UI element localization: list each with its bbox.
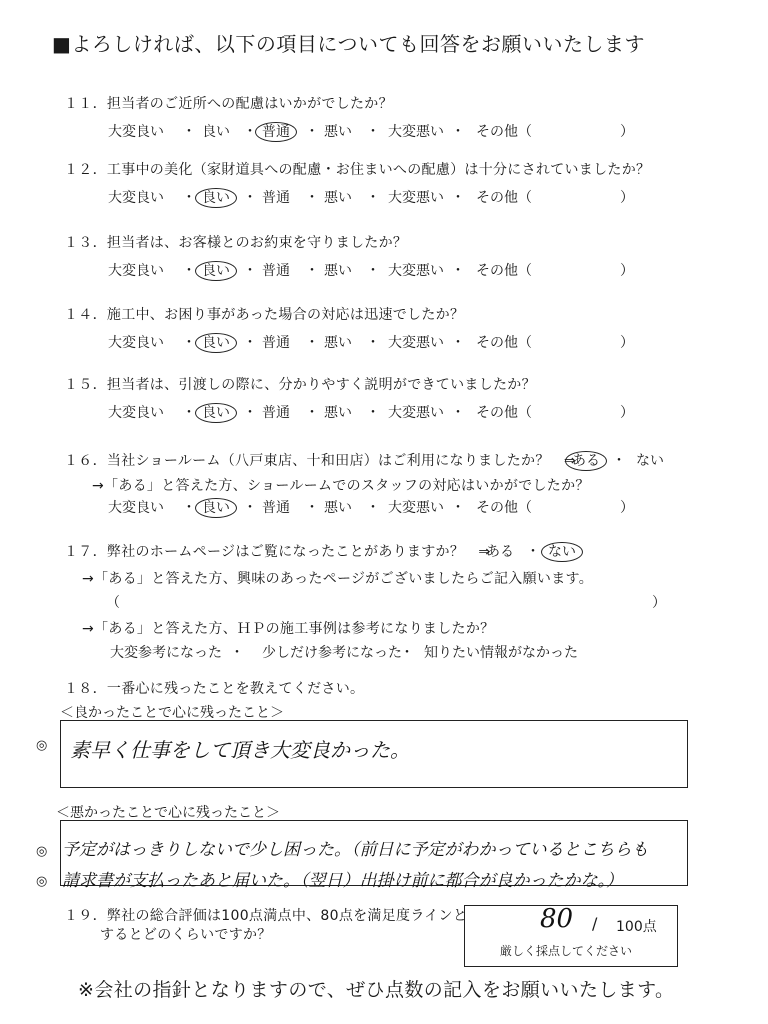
option-5[interactable]: 大変悪い [388,405,444,421]
sep-4: ・ [366,124,380,140]
sep-3: ・ [305,500,319,516]
score-slash: / [592,914,598,933]
q13-text: １３．担当者は、お客様とのお約束を守りましたか？ [64,235,408,251]
option-4[interactable]: 悪い [324,124,352,140]
sep-5: ・ [451,405,465,421]
q14-options [0,332,768,352]
q14-text: １４．施工中、お困り事があった場合の対応は迅速でしたか？ [64,307,465,323]
q16-yes[interactable]: ある [572,450,600,470]
option-1[interactable]: 大変良い [108,124,164,140]
option-3[interactable]: 普通 [262,335,290,351]
sep-1: ・ [182,124,196,140]
q18-good-answer: 素早く仕事をして頂き大変良かった。 [70,738,410,762]
option-5[interactable]: 大変悪い [388,124,444,140]
option-4[interactable]: 悪い [324,500,352,516]
q11-text: １１．担当者のご近所への配慮はいかがでしたか？ [64,96,393,112]
q16-options [0,497,768,517]
option-4[interactable]: 悪い [324,190,352,206]
option-4[interactable]: 悪い [324,405,352,421]
q16-sep: ・ [612,453,626,469]
q17-text: １７．弊社のホームページはご覧になったことがありますか？ ⇒ [64,544,491,560]
sep-1: ・ [182,190,196,206]
good-bullet-icon: ◎ [36,738,48,753]
sep-5: ・ [451,263,465,279]
sep-2: ・ [243,190,257,206]
option-2[interactable]: 良い [202,332,230,352]
sep-5: ・ [451,335,465,351]
q17-no[interactable]: ない [548,541,576,561]
option-3[interactable]: 普通 [262,500,290,516]
q15-text: １５．担当者は、引渡しの際に、分かりやすく説明ができていましたか？ [64,377,536,393]
q16-no[interactable]: ない [636,453,664,469]
sep-3: ・ [305,263,319,279]
paren-close: ） [620,190,634,206]
score-value: 80 [540,904,574,934]
option-1[interactable]: 大変良い [108,500,164,516]
q18-good-label: ＜良かったことで心に残ったこと＞ [60,705,284,721]
sep-2: ・ [243,124,257,140]
option-5[interactable]: 大変悪い [388,263,444,279]
option-6[interactable]: その他（ [476,124,532,140]
q17-option-1[interactable]: 大変参考になった [110,645,222,661]
sep-4: ・ [366,500,380,516]
q18-text: １８．一番心に残ったことを教えてください。 [64,681,365,697]
bad-bullet-2-icon: ◎ [36,874,48,889]
sep-5: ・ [451,124,465,140]
footer-note: ※会社の指針となりますので、ぜひ点数の記入をお願いいたします。 [78,979,675,1001]
sep-3: ・ [305,335,319,351]
sep-3: ・ [305,405,319,421]
option-2[interactable]: 良い [202,497,230,517]
sep-5: ・ [451,500,465,516]
q13-options [0,260,768,280]
option-1[interactable]: 大変良い [108,263,164,279]
sep-3: ・ [305,124,319,140]
sep-5: ・ [451,190,465,206]
q17-sep-1: ・ [230,645,244,661]
option-3[interactable]: 普通 [262,405,290,421]
q16-text: １６．当社ショールーム（八戸東店、十和田店）はご利用になりましたか？ ⇒ [64,453,576,469]
q16-follow: →「ある」と答えた方、ショールームでのスタッフの対応はいかがでしたか？ [92,478,590,494]
q17-paren-open: （ [106,595,120,611]
option-2[interactable]: 良い [202,187,230,207]
paren-close: ） [620,500,634,516]
q19-line1: １９．弊社の総合評価は100点満点中、80点を満足度ラインと [64,908,468,924]
option-3[interactable]: 普通 [262,121,290,141]
score-note: 厳しく採点してください [500,944,633,958]
option-3[interactable]: 普通 [262,263,290,279]
bad-bullet-1-icon: ◎ [36,844,48,859]
option-2[interactable]: 良い [202,260,230,280]
q11-options [0,121,768,141]
sep-2: ・ [243,263,257,279]
sep-2: ・ [243,335,257,351]
option-1[interactable]: 大変良い [108,405,164,421]
q19-line2: するとどのくらいですか？ [100,927,272,943]
option-6[interactable]: その他（ [476,405,532,421]
q17-option-2[interactable]: 少しだけ参考になった [262,645,402,661]
sep-1: ・ [182,263,196,279]
q18-bad-answer-2: 請求書が支払ったあと届いた。（翌日）出掛け前に都合が良かったかな。） [62,871,623,891]
sep-1: ・ [182,405,196,421]
q17-sep: ・ [526,544,540,560]
q17-option-3[interactable]: 知りたい情報がなかった [424,645,578,661]
sep-4: ・ [366,335,380,351]
sep-1: ・ [182,500,196,516]
page-header: ■よろしければ、以下の項目についても回答をお願いいたします [52,32,645,56]
sep-4: ・ [366,190,380,206]
option-6[interactable]: その他（ [476,500,532,516]
q17-paren-close: ） [652,595,666,611]
q17-sep-2: ・ [400,645,414,661]
option-5[interactable]: 大変悪い [388,500,444,516]
option-6[interactable]: その他（ [476,335,532,351]
paren-close: ） [620,124,634,140]
sep-4: ・ [366,263,380,279]
sep-2: ・ [243,405,257,421]
option-6[interactable]: その他（ [476,263,532,279]
sep-4: ・ [366,405,380,421]
option-1[interactable]: 大変良い [108,335,164,351]
option-2[interactable]: 良い [202,402,230,422]
sep-1: ・ [182,335,196,351]
option-1[interactable]: 大変良い [108,190,164,206]
sep-3: ・ [305,190,319,206]
q18-bad-label: ＜悪かったことで心に残ったこと＞ [56,805,280,821]
option-5[interactable]: 大変悪い [388,335,444,351]
option-5[interactable]: 大変悪い [388,190,444,206]
q17-follow1: →「ある」と答えた方、興味のあったページがございましたらご記入願います。 [82,571,593,587]
option-6[interactable]: その他（ [476,190,532,206]
paren-close: ） [620,335,634,351]
option-4[interactable]: 悪い [324,335,352,351]
q17-yes[interactable]: ある [486,544,514,560]
q18-bad-answer-1: 予定がはっきりしないで少し困った。（前日に予定がわかっているとこちらも [62,840,649,860]
score-max: 100点 [616,919,657,935]
q12-text: １２．工事中の美化（家財道具への配慮・お住まいへの配慮）は十分にされていましたか？ [64,162,651,178]
q12-options [0,187,768,207]
option-2[interactable]: 良い [202,124,230,140]
paren-close: ） [620,405,634,421]
sep-2: ・ [243,500,257,516]
option-3[interactable]: 普通 [262,190,290,206]
q17-follow2: →「ある」と答えた方、ＨＰの施工事例は参考になりましたか？ [82,621,495,637]
paren-close: ） [620,263,634,279]
q15-options [0,402,768,422]
option-4[interactable]: 悪い [324,263,352,279]
